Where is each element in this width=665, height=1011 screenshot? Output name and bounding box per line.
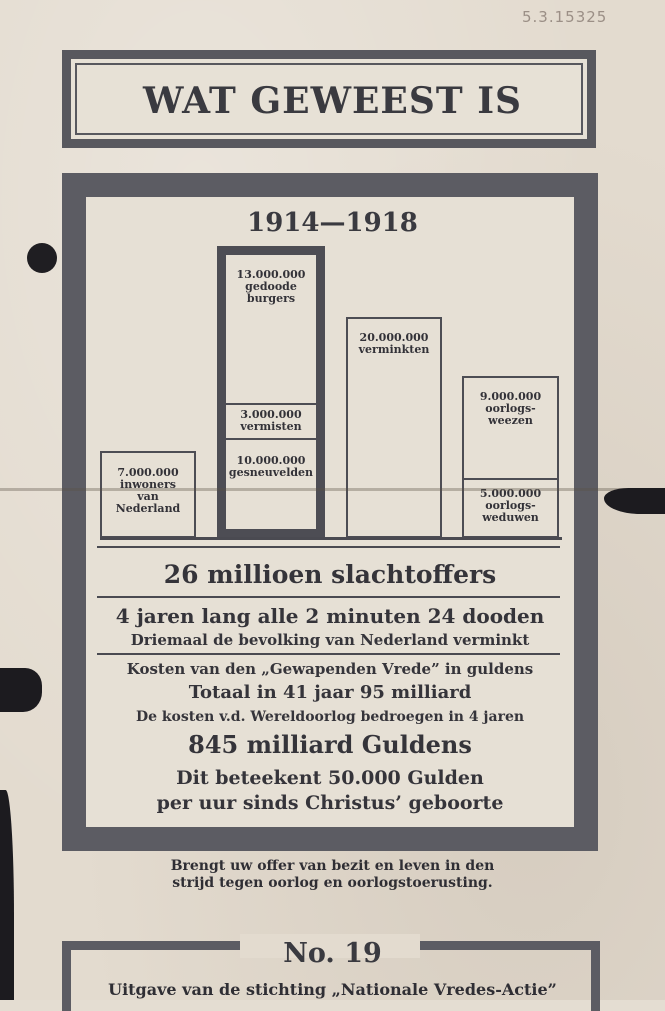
inhabitants-label-1: inwoners — [120, 478, 176, 491]
punch-hole — [27, 243, 57, 273]
fallen-label: gesneuvelden — [228, 466, 314, 479]
widows-label-1: oorlogs- — [485, 499, 536, 512]
inhabitants-value: 7.000.000 — [117, 466, 179, 479]
meaning-line-1: Dit beteekent 50.000 Gulden — [176, 767, 484, 789]
missing-value: 3.000.000 — [240, 408, 302, 421]
widows-value: 5.000.000 — [479, 487, 542, 500]
column-casualties — [217, 246, 325, 538]
issue-number: No. 19 — [283, 938, 382, 969]
meaning-line-2: per uur sinds Christus’ geboorte — [156, 792, 504, 814]
years-heading: 1914—1918 — [247, 208, 418, 238]
victims-total: 26 millioen slachtoffers — [163, 560, 497, 589]
call-to-action — [60, 858, 605, 892]
orphans-label-1: oorlogs- — [485, 402, 536, 415]
civilians-label-2: burgers — [246, 292, 296, 305]
torn-edge-left — [0, 668, 42, 712]
call-to-action-line-1: Brengt uw offer van bezit en leven in den — [170, 858, 495, 874]
column-maimed — [346, 317, 442, 538]
maimed-value: 20.000.000 — [359, 331, 429, 344]
death-rate: 4 jaren lang alle 2 minuten 24 dooden — [115, 604, 545, 628]
column-inhabitants — [100, 451, 196, 538]
catalog-mark: 5.3.15325 — [522, 8, 608, 26]
maimed-label: verminkten — [358, 343, 430, 356]
orphans-value: 9.000.000 — [479, 390, 542, 403]
widows-label-2: weduwen — [482, 511, 539, 524]
armed-peace-total: Totaal in 41 jaar 95 milliard — [188, 682, 472, 703]
publisher: Uitgave van de stichting „Nationale Vredes-Actie” — [108, 980, 557, 999]
column-orphans-widows — [462, 376, 559, 538]
war-costs-total: 845 milliard Guldens — [188, 730, 472, 759]
fallen-value: 10.000.000 — [236, 454, 306, 467]
fold-line — [0, 488, 665, 491]
civilians-value: 13.000.000 — [236, 268, 306, 281]
inhabitants-label-2: van — [137, 490, 159, 503]
armed-peace-heading: Kosten van den „Gewapenden Vrede” in guldens — [126, 660, 534, 678]
orphans-label-2: weezen — [488, 414, 533, 427]
page-title: WAT GEWEEST IS — [142, 80, 523, 122]
missing-label: vermisten — [240, 420, 302, 433]
graph-baseline — [100, 537, 562, 540]
inhabitants-label-3: Nederland — [115, 502, 181, 515]
call-to-action-line-2: strijd tegen oorlog en oorlogstoerusting. — [172, 875, 493, 891]
population-comparison: Driemaal de bevolking van Nederland verminkt — [130, 631, 530, 649]
civilians-label-1: gedoode — [245, 280, 297, 293]
war-costs-heading: De kosten v.d. Wereldoorlog bedroegen in 4 jaren — [135, 709, 525, 725]
